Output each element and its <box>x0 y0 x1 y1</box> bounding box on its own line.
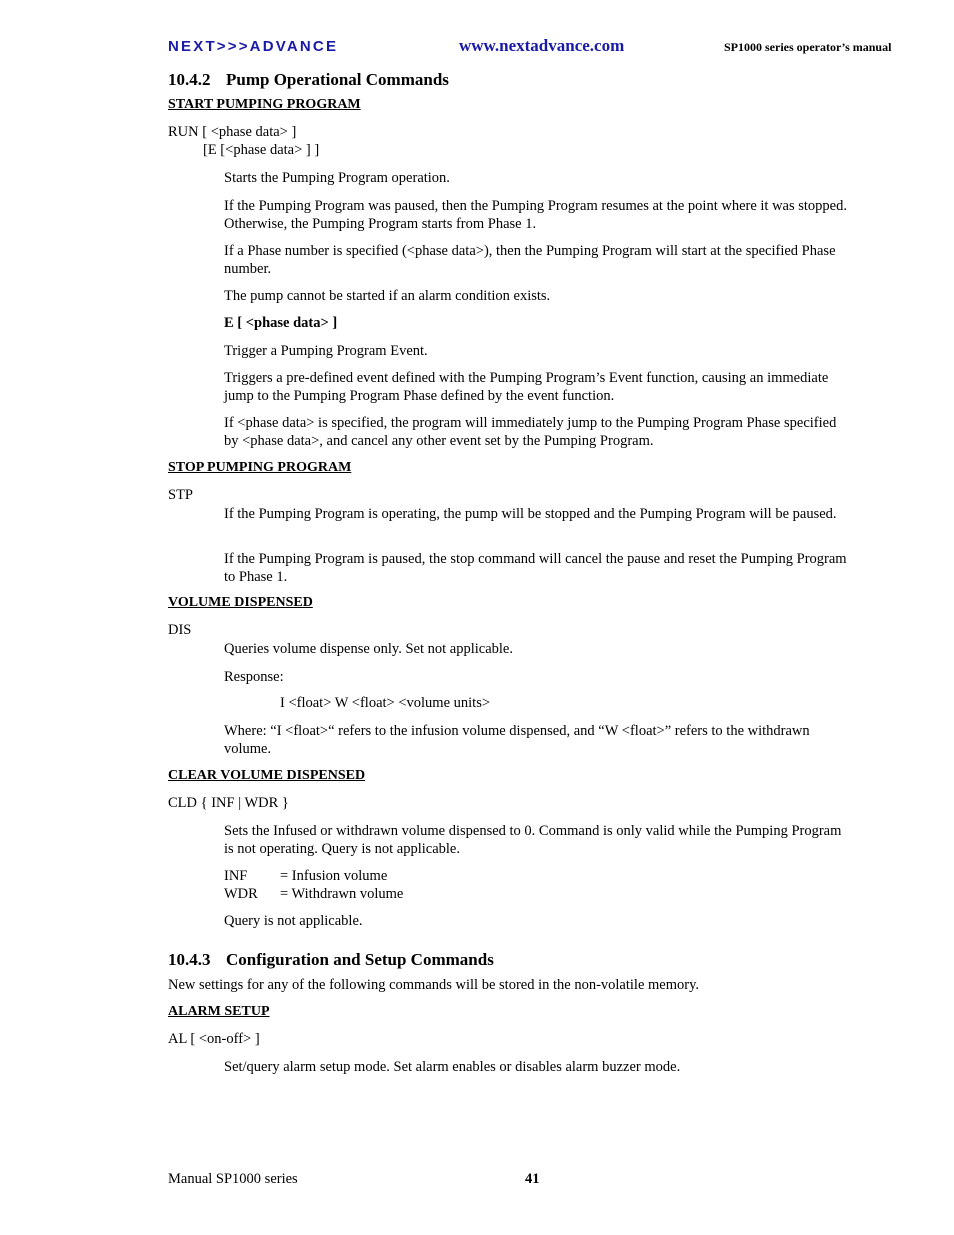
paragraph: Sets the Infused or withdrawn volume dispensed to 0. Command is only valid while the Pumping Program is not operating. Query is not applicable. <box>224 823 842 857</box>
brand-logo: NEXT>>>ADVANCE <box>168 38 339 55</box>
syntax-dis: DIS <box>168 622 192 638</box>
manual-title: SP1000 series operator’s manual <box>724 40 892 54</box>
definition-row <box>224 867 403 885</box>
paragraph: If the Pumping Program is paused, the stop command will cancel the pause and reset the Pumping Program to Phase 1. <box>224 551 847 585</box>
section-title: Pump Operational Commands <box>226 70 449 89</box>
paragraph: Starts the Pumping Program operation. <box>224 170 450 186</box>
paragraph: The pump cannot be started if an alarm condition exists. <box>224 288 551 304</box>
syntax-al: AL [ <on-off> ] <box>168 1031 260 1047</box>
section-heading-10-4-3 <box>168 950 494 970</box>
syntax-cld: CLD { INF | WDR } <box>168 795 289 811</box>
definition-value: = Infusion volume <box>280 868 388 884</box>
website-url: www.nextadvance.com <box>459 36 625 55</box>
paragraph: Queries volume dispense only. Set not applicable. <box>224 641 513 657</box>
paragraph: Set/query alarm setup mode. Set alarm enables or disables alarm buzzer mode. <box>224 1059 681 1075</box>
paragraph: If the Pumping Program is operating, the pump will be stopped and the Pumping Program will be paused. <box>224 506 837 522</box>
syntax-stp: STP <box>168 487 193 503</box>
paragraph: If the Pumping Program was paused, then the Pumping Program resumes at the point where it was stopped. Otherwise, the Pumping Program starts from Phase 1. <box>224 198 847 232</box>
paragraph: Triggers a pre-defined event defined with the Pumping Program’s Event function, causing an immediate jump to the Pumping Program Phase defined by the event function. <box>224 370 829 404</box>
paragraph: Where: “I <float>“ refers to the infusion volume dispensed, and “W <float>” refers to the withdrawn volume. <box>224 723 810 757</box>
definition-key: WDR <box>224 886 258 902</box>
subheading-event: E [ <phase data> ] <box>224 315 338 331</box>
syntax-run-event: [E [<phase data> ] ] <box>203 142 320 158</box>
definition-key: INF <box>224 868 248 884</box>
definition-list <box>224 867 403 903</box>
paragraph: Response: <box>224 669 284 685</box>
response-format: I <float> W <float> <volume units> <box>280 695 491 711</box>
heading-volume-dispensed: VOLUME DISPENSED <box>168 595 313 610</box>
heading-start-pumping: START PUMPING PROGRAM <box>168 97 361 112</box>
heading-stop-pumping: STOP PUMPING PROGRAM <box>168 460 352 475</box>
section-title: Configuration and Setup Commands <box>226 950 494 969</box>
section-heading-10-4-2 <box>168 70 449 90</box>
definition-row <box>224 885 403 903</box>
paragraph: If <phase data> is specified, the program will immediately jump to the Pumping Program Phase specified by <phase data>, and cancel any other event set by the Pumping Program. <box>224 415 837 449</box>
section-intro: New settings for any of the following commands will be stored in the non-volatile memory. <box>168 977 700 993</box>
section-number: 10.4.3 <box>168 950 211 969</box>
heading-clear-volume: CLEAR VOLUME DISPENSED <box>168 768 366 783</box>
paragraph: Query is not applicable. <box>224 913 363 929</box>
footer-manual-name: Manual SP1000 series <box>168 1171 298 1187</box>
paragraph: If a Phase number is specified (<phase data>), then the Pumping Program will start at the specified Phase number. <box>224 243 836 277</box>
definition-value: = Withdrawn volume <box>280 886 404 902</box>
page-number: 41 <box>525 1171 540 1187</box>
syntax-run: RUN [ <phase data> ] <box>168 124 297 140</box>
section-number: 10.4.2 <box>168 70 211 89</box>
paragraph: Trigger a Pumping Program Event. <box>224 343 428 359</box>
heading-alarm-setup: ALARM SETUP <box>168 1004 270 1019</box>
